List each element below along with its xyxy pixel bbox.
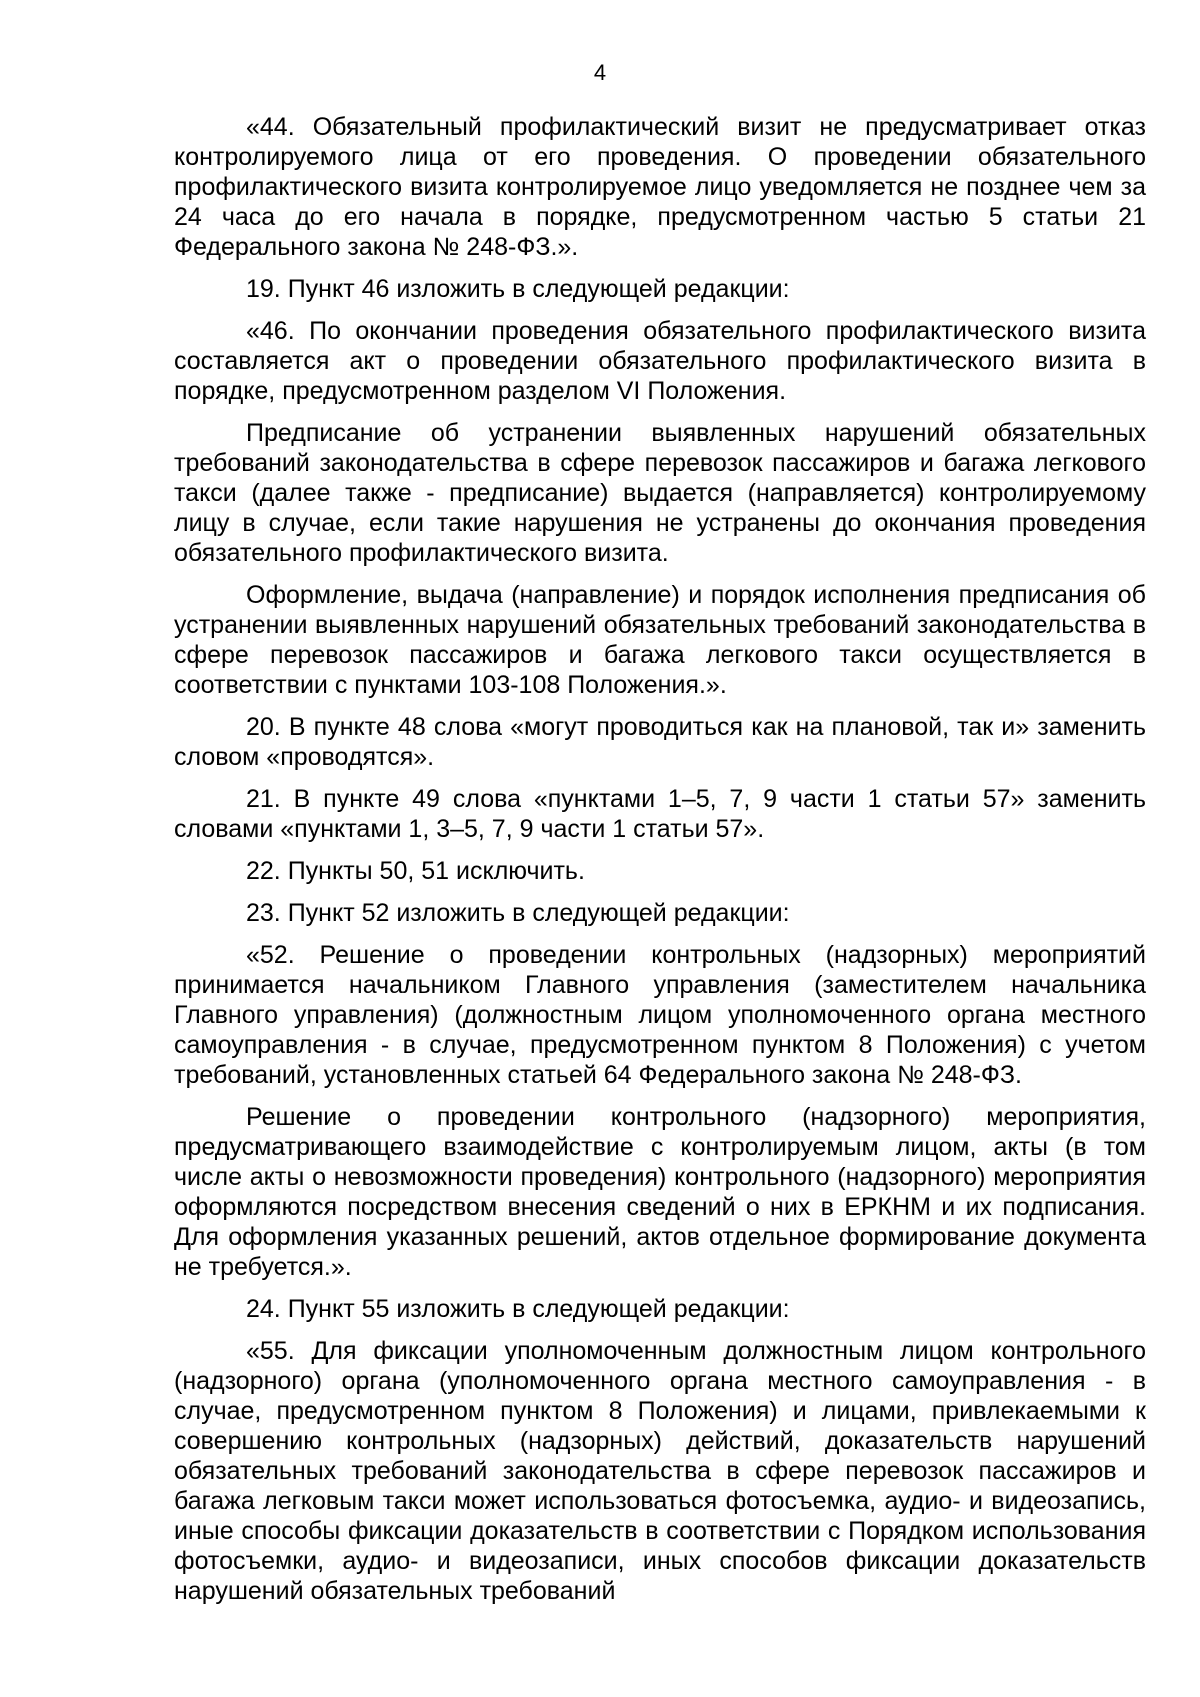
paragraph-item-20: 20. В пункте 48 слова «могут проводиться как на плановой, так и» заменить словом «проводятся». (174, 713, 1146, 771)
paragraph-52: «52. Решение о проведении контрольных (надзорных) мероприятий принимается начальником Главного управления (заместителем начальника Главного управления) (должностным лицом уполномоченного органа местного самоуправления - в случае, предусмотренном пунктом 8 Положения) с учетом требований, установленных статьей 64 Федерального закона № 248-ФЗ. (174, 941, 1146, 1089)
paragraph-46-order: Предписание об устранении выявленных нарушений обязательных требований законодательства в сфере перевозок пассажиров и багажа легкового такси (далее также - предписание) выдается (направляется) контролируемому лицу в случае, если такие нарушения не устранены до окончания проведения обязательного профилактического визита. (174, 419, 1146, 567)
paragraph-item-19: 19. Пункт 46 изложить в следующей редакции: (246, 275, 790, 303)
paragraph-44: «44. Обязательный профилактический визит не предусматривает отказ контролируемого лица от его проведения. О проведении обязательного профилактического визита контролируемое лицо уведомляется не позднее чем за 24 часа до его начала в порядке, предусмотренном частью 5 статьи 21 Федерального закона № 248-ФЗ.». (174, 113, 1146, 261)
paragraph-item-21: 21. В пункте 49 слова «пунктами 1–5, 7, 9 части 1 статьи 57» заменить словами «пунктами 1, 3–5, 7, 9 части 1 статьи 57». (174, 785, 1146, 843)
paragraph-item-23: 23. Пункт 52 изложить в следующей редакции: (246, 899, 790, 927)
paragraph-46-execution: Оформление, выдача (направление) и порядок исполнения предписания об устранении выявленных нарушений обязательных требований законодательства в сфере перевозок пассажиров и багажа легкового такси осуществляется в соответствии с пунктами 103-108 Положения.». (174, 581, 1146, 699)
page-number: 4 (593, 60, 607, 85)
paragraph-46: «46. По окончании проведения обязательного профилактического визита составляется акт о проведении обязательного профилактического визита в порядке, предусмотренном разделом VI Положения. (174, 317, 1146, 405)
paragraph-55: «55. Для фиксации уполномоченным должностным лицом контрольного (надзорного) органа (уполномоченного органа местного самоуправления - в случае, предусмотренном пунктом 8 Положения) и лицами, привлекаемыми к совершению контрольных (надзорных) действий, доказательств нарушений обязательных требований законодательства в сфере перевозок пассажиров и багажа легковым такси может использоваться фотосъемка, аудио- и видеозапись, иные способы фиксации доказательств в соответствии с Порядком использования фотосъемки, аудио- и видеозаписи, иных способов фиксации доказательств нарушений обязательных требований (174, 1337, 1146, 1605)
document-body (174, 112, 1146, 1618)
paragraph-item-24: 24. Пункт 55 изложить в следующей редакции: (246, 1295, 790, 1323)
paragraph-52-decision: Решение о проведении контрольного (надзорного) мероприятия, предусматривающего взаимодействие с контролируемым лицом, акты (в том числе акты о невозможности проведения) контрольного (надзорного) мероприятия оформляются посредством внесения сведений о них в ЕРКНМ и их подписания. Для оформления указанных решений, актов отдельное формирование документа не требуется.». (174, 1103, 1146, 1281)
paragraph-item-22: 22. Пункты 50, 51 исключить. (246, 857, 585, 885)
